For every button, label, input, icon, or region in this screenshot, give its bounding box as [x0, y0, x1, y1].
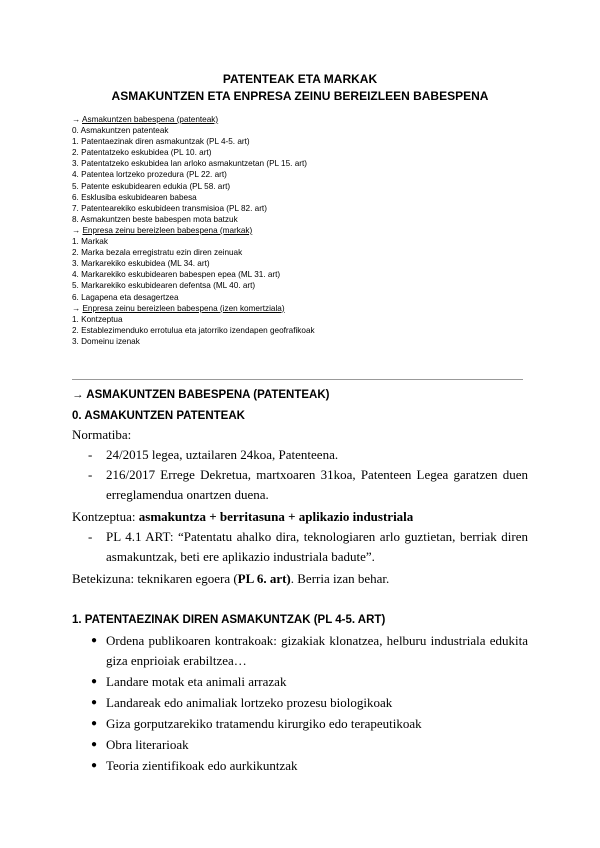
- section-heading: → ASMAKUNTZEN BABESPENA (PATENTEAK): [72, 389, 330, 401]
- toc-section-heading: → Asmakuntzen babespena (patenteak): [72, 115, 219, 124]
- kontzeptua-item: - PL 4.1 ART: “Patentatu ahalko dira, teknologiaren arlo guztietan, berriak diren asmakuntzak, beti ere aplikazio industriala badute”.: [88, 529, 528, 564]
- bullet-item: ● Landare motak eta animali arrazak: [72, 672, 528, 692]
- bullet-item: ● Landareak edo animaliak lortzeko prozesu biologikoak: [72, 693, 528, 713]
- toc-item: 6. Esklusiba eskubidearen babesa: [72, 192, 197, 202]
- toc-item: 3. Markarekiko eskubidea (ML 34. art): [72, 259, 210, 269]
- bullet-icon: ●: [91, 635, 98, 646]
- toc-item: 8. Asmakuntzen beste babespen mota batzuk: [72, 214, 238, 224]
- toc-item: 5. Patente eskubidearen edukia (PL 58. art): [72, 181, 231, 191]
- bullet-icon: ●: [91, 676, 98, 687]
- subsection-heading: 0. ASMAKUNTZEN PATENTEAK: [72, 410, 245, 422]
- bullet-item: ● Obra literarioak: [72, 735, 528, 755]
- bullet-item: ● Ordena publikoaren kontrakoak: gizakiak klonatzea, helburu industriala edukita giza enprioiak erabiltzea…: [91, 633, 528, 668]
- toc-section-heading: → Enpresa zeinu bereizleen babespena (markak): [72, 225, 253, 235]
- toc-item: 5. Markarekiko eskubidearen defentsa (ML 40. art): [72, 281, 256, 291]
- bullet-item: ● Giza gorputzarekiko tratamendu kirurgiko edo terapeutikoak: [72, 714, 528, 734]
- subsection-heading: 1. PATENTAEZINAK DIREN ASMAKUNTZAK (PL 4-5. ART): [72, 614, 386, 626]
- betekizuna-line: Betekizuna: teknikaren egoera (PL 6. art). Berria izan behar.: [72, 571, 390, 586]
- bullet-icon: ●: [91, 760, 98, 771]
- toc-item: 3. Domeinu izenak: [72, 336, 140, 346]
- toc-item: 1. Patentaezinak diren asmakuntzak (PL 4-5. art): [72, 137, 250, 147]
- kontzeptua-line: Kontzeptua: asmakuntza + berritasuna + aplikazio industriala: [72, 509, 414, 524]
- horizontal-divider: [72, 379, 523, 380]
- bullet-icon: ●: [91, 718, 98, 729]
- toc-item: 3. Patentatzeko eskubidea lan arloko asmakuntzetan (PL 15. art): [72, 159, 307, 169]
- bullet-icon: ●: [91, 739, 98, 750]
- toc-item: 0. Asmakuntzen patenteak: [72, 126, 169, 136]
- toc-section-heading: → Enpresa zeinu bereizleen babespena (izen komertziala): [72, 303, 285, 313]
- toc-item: 2. Marka bezala erregistratu ezin diren zeinuak: [72, 248, 243, 258]
- toc-item: 4. Patentea lortzeko prozedura (PL 22. art): [72, 170, 227, 180]
- toc-item: 2. Patentatzeko eskubidea (PL 10. art): [72, 148, 212, 158]
- table-of-contents: [72, 114, 542, 347]
- arrow-icon: →: [72, 225, 81, 235]
- toc-item: 1. Kontzeptua: [72, 314, 123, 324]
- toc-item: 6. Lagapena eta desagertzea: [72, 292, 179, 302]
- document-title: PATENTEAK ETA MARKAK: [222, 72, 378, 86]
- toc-item: 2. Establezimenduko errotulua eta jatorriko izendapen geofrafikoak: [72, 325, 315, 335]
- bullet-icon: ●: [91, 697, 98, 708]
- toc-item: 7. Patentearekiko eskubideen transmisioa (PL 82. art): [72, 203, 267, 213]
- arrow-icon: →: [72, 303, 81, 313]
- document-body: [72, 386, 528, 776]
- toc-item: 4. Markarekiko eskubidearen babespen epea (ML 31. art): [72, 270, 281, 280]
- document-subtitle: ASMAKUNTZEN ETA ENPRESA ZEINU BEREIZLEEN BABESPENA: [111, 89, 489, 103]
- normatiba-item: - 216/2017 Errege Dekretua, martxoaren 31koa, Patenteen Legea garatzen duen erreglamendua onartzen duena.: [88, 467, 528, 502]
- toc-item: 1. Markak: [72, 237, 108, 247]
- arrow-icon: →: [72, 115, 81, 124]
- bullet-item: ● Teoria zientifikoak edo aurkikuntzak: [72, 756, 528, 776]
- normatiba-label: Normatiba:: [72, 427, 132, 442]
- normatiba-item: - 24/2015 legea, uztailaren 24koa, Patenteena.: [88, 447, 339, 462]
